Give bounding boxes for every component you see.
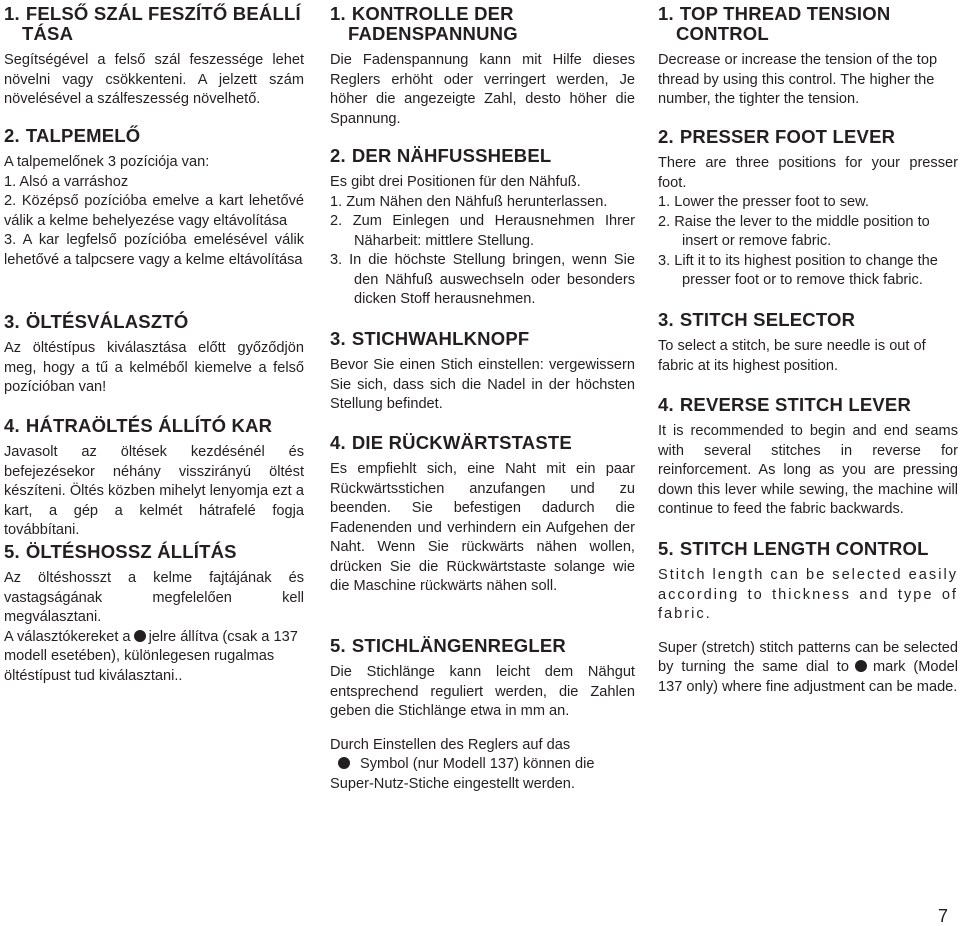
filled-circle-icon: [134, 630, 146, 642]
section-body-2: Super (stretch) stitch patterns can be selected by turning the same dial to mark (Model 137 only) where fine adjustment can be made.: [658, 639, 959, 695]
section-intro: There are three positions for your presser foot.: [658, 155, 958, 191]
section-thread-tension-de: [330, 4, 635, 129]
section-body: Die Fadenspannung kann mit Hilfe dieses Reglers erhöht oder verringert werden, Je höher die angezeigte Zahl, desto höher die Spannung.: [330, 52, 635, 127]
section-reverse-button-de: [330, 433, 635, 597]
section-heading: 2. PRESSER FOOT LEVER: [658, 126, 896, 147]
list-item: 1. Alsó a varráshoz: [4, 173, 129, 190]
filled-circle-icon: [338, 757, 350, 769]
section-stitch-selector-de: [330, 329, 635, 415]
section-body: Az öltéstípus kiválasztása előtt győződjön meg, hogy a tű a kelméből kiemelve a felső pozícióban van!: [4, 340, 304, 395]
section-reverse-lever-hu: [4, 416, 304, 541]
section-heading: 5. ÖLTÉSHOSSZ ÁLLÍTÁS: [4, 541, 237, 562]
section-thread-tension-en: [658, 4, 958, 110]
section-heading: 3. STITCH SELECTOR: [658, 309, 856, 330]
section-body: Stitch length can be selected easily according to thickness and type of fabric.: [658, 567, 958, 622]
section-body: To select a stitch, be sure needle is out of fabric at its highest position.: [658, 338, 926, 374]
section-heading: 4. DIE RÜCKWÄRTSTASTE: [330, 432, 572, 453]
section-stitch-length-de: [330, 636, 635, 794]
section-intro: Es gibt drei Positionen für den Nähfuß.: [330, 174, 581, 190]
section-presser-foot-hu: [4, 126, 304, 270]
list-item: 2. Zum Einlegen und Herausnehmen Ihrer Näharbeit: mittlere Stellung.: [330, 213, 635, 249]
section-heading: 2. TALPEMELŐ: [4, 125, 141, 146]
section-heading: 1. FELSŐ SZÁL FESZÍTŐ BEÁLLÍ TÁSA: [4, 3, 301, 44]
page-number: 7: [937, 906, 948, 926]
section-heading: 1. KONTROLLE DER FADENSPANNUNG: [330, 3, 518, 44]
section-stitch-selector-en: [658, 310, 958, 376]
section-body: Decrease or increase the tension of the top thread by using this control. The higher the number, the tighter the tension.: [658, 52, 938, 107]
section-body: It is recommended to begin and end seams with several stitches in reverse for reinforcement. As long as you are pressing down this lever while sewing, the machine will continue to feed the fabric backwards.: [658, 423, 958, 517]
section-body-2: A választókereket a jelre állítva (csak a 137 modell esetében), különlegesen rugalmas öltéstípust tud kiválasztani..: [4, 628, 298, 684]
section-heading: 4. REVERSE STITCH LEVER: [658, 394, 912, 415]
section-body: Bevor Sie einen Stich einstellen: vergewissern Sie sich, dass sich die Nadel in der höchsten Stellung befindet.: [330, 357, 635, 412]
section-heading: 3. ÖLTÉSVÁLASZTÓ: [4, 311, 189, 332]
section-heading: 5. STITCH LENGTH CONTROL: [658, 538, 929, 559]
list-item: 3. Lift it to its highest position to change the presser foot or to remove thick fabric.: [658, 252, 938, 288]
section-body-2: Durch Einstellen des Reglers auf das Symbol (nur Modell 137) können die Super-Nutz-Stiche eingestellt werden.: [330, 736, 595, 792]
list-item: 3. In die höchste Stellung bringen, wenn Sie den Nähfuß auswechseln oder besonders dicken Stoff herausnehmen.: [330, 252, 635, 307]
section-stitch-length-en: [658, 539, 958, 697]
list-item: 1. Lower the presser foot to sew.: [658, 194, 869, 210]
list-item: 2. Középső pozícióba emelve a kart lehetővé válik a kelme behelyezése vagy eltávolítása: [4, 193, 304, 229]
section-heading: 3. STICHWAHLKNOPF: [330, 328, 530, 349]
section-body: Es empfiehlt sich, eine Naht mit ein paar Rückwärtsstichen anzufangen und zu beenden. Sie befestigen dadurch die Fadenenden und verhindern ein Aufgehen der Naht. Wenn Sie rückwärts nähen wollen, drücken Sie die Rückwärtstaste solange wie die Maschine rückwärts nähen soll.: [330, 461, 635, 594]
section-thread-tension-hu: [4, 4, 304, 110]
section-body: Javasolt az öltések kezdésénél és befejezésekor néhány visszirányú öltést készíteni. Öltés közben mihelyt lenyomja ezt a kart, a gép a kelmét hátrafelé fogja továbbítani.: [4, 444, 304, 538]
section-heading: 2. DER NÄHFUSSHEBEL: [330, 145, 552, 166]
list-item: 2. Raise the lever to the middle position to insert or remove fabric.: [658, 213, 930, 249]
section-reverse-lever-en: [658, 395, 958, 520]
section-stitch-length-hu: [4, 542, 304, 686]
section-heading: 4. HÁTRAÖLTÉS ÁLLÍTÓ KAR: [4, 415, 273, 436]
section-stitch-selector-hu: [4, 312, 304, 398]
section-body: Die Stichlänge kann leicht dem Nähgut entsprechend reguliert werden, die Zahlen geben die Stichlänge etwa in mm an.: [330, 664, 635, 719]
section-heading: 1. TOP THREAD TENSION CONTROL: [658, 3, 891, 44]
section-presser-foot-en: [658, 127, 958, 291]
section-presser-foot-de: [330, 146, 635, 310]
list-item: 3. A kar legfelső pozícióba emelésével válik lehetővé a talpcsere vagy a kelme eltávolítása: [4, 232, 304, 268]
section-body: Segítségével a felső szál feszessége lehet növelni vagy csökkenteni. A jelzett szám növelésével a szálfeszesség növelhető.: [4, 52, 304, 107]
list-item: 1. Zum Nähen den Nähfuß herunterlassen.: [330, 193, 608, 210]
section-intro: A talpemelőnek 3 pozíciója van:: [4, 154, 210, 170]
filled-circle-icon: [855, 660, 867, 672]
section-body: Az öltéshosszt a kelme fajtájának és vastagságának megfelelően kell megválasztani.: [4, 570, 304, 625]
section-heading: 5. STICHLÄNGENREGLER: [330, 635, 566, 656]
